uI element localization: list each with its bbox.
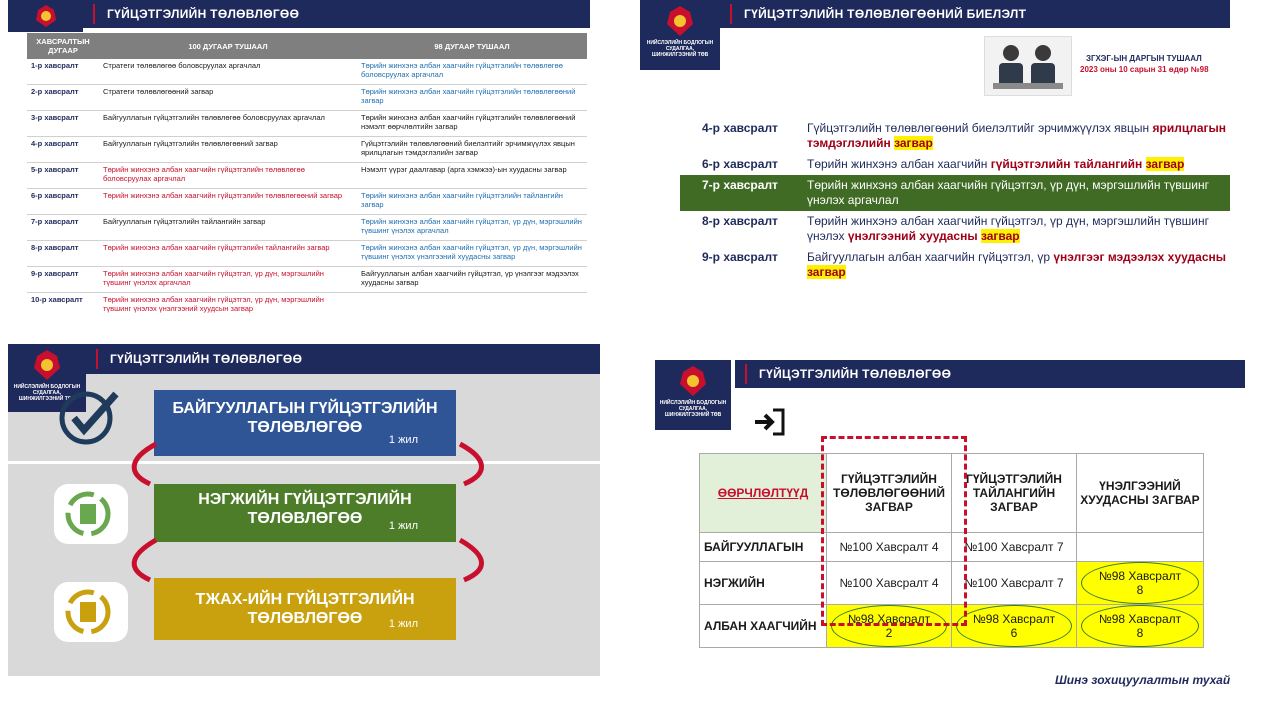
order98-cell: Төрийн жинхэнэ албан хаагчийн гүйцэтгэл, үр дүн, мэргэшлийн түвшинг үнэлэх аргачлал [357, 215, 587, 241]
slide1-title: ГҮЙЦЭТГЭЛИЙН ТӨЛӨВЛӨГӨӨ [107, 7, 300, 21]
slide4-title: ГҮЙЦЭТГЭЛИЙН ТӨЛӨВЛӨГӨӨ [759, 367, 952, 381]
description-text: Төрийн жинхэнэ албан хаагчийн гүйцэтгэл, үр дүн, мэргэшлийн түвшинг үнэлэх [807, 214, 1209, 243]
band-duration: 1 жил [388, 618, 418, 630]
annex-description [807, 178, 1230, 208]
row-label: АЛБАН ХААГЧИЙН [700, 605, 827, 648]
list-item [680, 247, 1230, 283]
col-header-order100: 100 ДУГААР ТУШААЛ [99, 33, 357, 59]
col-header-report: ГҮЙЦЭТГЭЛИЙН ТАЙЛАНГИЙН ЗАГВАР [952, 454, 1077, 533]
band-duration: 1 жил [388, 520, 418, 532]
annex-number: 8-р хавсралт [27, 241, 99, 267]
band-duration: 1 жил [388, 434, 418, 446]
order-title: ЗГХЭГ-ЫН ДАРГЫН ТУШААЛ [1086, 54, 1202, 63]
order98-cell: Төрийн жинхэнэ албан хаагчийн гүйцэтгэл, үр дүн, мэргэшлийн түвшинг үнэлэх үнэлгээний хуудасны загвар [357, 241, 587, 267]
description-text: Төрийн жинхэнэ албан хаагчийн [807, 157, 991, 171]
annex-number: 6-р хавсралт [702, 157, 778, 171]
order100-cell: Стратеги төлөвлөгөө боловсруулах аргачлал [99, 59, 357, 85]
changed-value: №98 Хавсралт 6 [956, 605, 1072, 647]
template-highlight: загвар [980, 229, 1020, 243]
plan-cell: №100 Хавсралт 4 [827, 562, 952, 605]
table-row [27, 163, 587, 189]
annex-description [807, 157, 1230, 172]
order100-cell: Байгууллагын гүйцэтгэлийн тайлангийн загвар [99, 215, 357, 241]
assessment-cell [1077, 562, 1204, 605]
order98-cell: Байгууллагын албан хаагчийн гүйцэтгэл, үр үнэлгээг мэдээлэх хуудасны загвар [357, 267, 587, 293]
table-row [27, 85, 587, 111]
description-emphasis: үнэлгээний хуудасны [847, 229, 981, 243]
description-text: Гүйцэтгэлийн төлөвлөгөөний биелэлтийг эрчимжүүлэх явцын [807, 121, 1153, 135]
report-cell [952, 605, 1077, 648]
table-row [27, 59, 587, 85]
arrow-left-2 [134, 540, 156, 580]
people-icon [985, 37, 1071, 95]
sign-in-icon [753, 408, 787, 436]
order98-cell [357, 293, 587, 319]
plan-cell: №100 Хавсралт 4 [827, 533, 952, 562]
annex-description [807, 214, 1230, 244]
template-highlight: загвар [1145, 157, 1185, 171]
table-row [27, 189, 587, 215]
curved-arrows [8, 344, 600, 676]
slide4-header [735, 360, 1245, 388]
table-row [27, 111, 587, 137]
arrow-right-2 [460, 540, 482, 580]
band-title-line: ТЖАХ-ИЙН ГҮЙЦЭТГЭЛИЙН [195, 591, 415, 608]
annex-number: 1-р хавсралт [27, 59, 99, 85]
description-emphasis: үнэлгээг мэдээлэх хуудасны [1053, 250, 1227, 264]
annex-description [807, 250, 1230, 280]
template-highlight: загвар [807, 265, 846, 279]
logo-text: НИЙСЛЭЛИЙН БОДЛОГЫН СУДАЛГАА, ШИНЖИЛГЭЭНИЙ ТӨВ [646, 40, 714, 58]
logo [8, 0, 83, 32]
footer-caption: Шинэ зохицуулалтын тухай [1055, 673, 1231, 687]
slide2-header [720, 0, 1230, 28]
band-title-line: БАЙГУУЛЛАГЫН ГҮЙЦЭТГЭЛИЙН [172, 400, 438, 417]
annex-number: 2-р хавсралт [27, 85, 99, 111]
row-label: НЭГЖИЙН [700, 562, 827, 605]
annex-number: 6-р хавсралт [27, 189, 99, 215]
changes-label: ӨӨРЧЛӨЛТҮҮД [717, 486, 809, 500]
annex-number: 3-р хавсралт [27, 111, 99, 137]
arrow-right-1 [460, 444, 482, 484]
list-item [680, 118, 1230, 154]
order100-cell: Төрийн жинхэнэ албан хаагчийн гүйцэтгэлийн төлөвлөгөө боловсруулах аргачлал [99, 163, 357, 189]
description-emphasis: гүйцэтгэлийн тайлангийн [990, 157, 1146, 171]
list-item [680, 154, 1230, 175]
order100-cell: Төрийн жинхэнэ албан хаагчийн гүйцэтгэлийн төлөвлөгөөний загвар [99, 189, 357, 215]
emblem-icon [663, 4, 697, 38]
band-title-line: НЭГЖИЙН ГҮЙЦЭТГЭЛИЙН [198, 491, 412, 508]
emblem-icon [32, 4, 60, 28]
logo [640, 0, 720, 70]
changed-value: №98 Хавсралт 2 [831, 605, 947, 647]
report-cell: №100 Хавсралт 7 [952, 533, 1077, 562]
annex-description [807, 121, 1230, 151]
template-highlight: загвар [894, 136, 933, 150]
logo-text: НИЙСЛЭЛИЙН БОДЛОГЫН СУДАЛГАА, ШИНЖИЛГЭЭНИЙ ТӨВ [13, 384, 81, 402]
band-title-line: ТӨЛӨВЛӨГӨӨ [247, 510, 363, 527]
annex-number: 5-р хавсралт [27, 163, 99, 189]
col-header-number: ХАВСРАЛТЫН ДУГААР [27, 33, 99, 59]
order98-cell: Төрийн жинхэнэ албан хаагчийн гүйцэтгэлийн төлөвлөгөө боловсруулах аргачлал [357, 59, 587, 85]
band-title-line: ТӨЛӨВЛӨГӨӨ [247, 419, 363, 436]
table-header-row [27, 33, 587, 59]
annex-number: 9-р хавсралт [27, 267, 99, 293]
logo [655, 360, 731, 430]
row-label: БАЙГУУЛЛАГЫН [700, 533, 827, 562]
slide-plan-levels [8, 344, 600, 676]
slide-annex-comparison [8, 0, 590, 318]
table-row [27, 241, 587, 267]
col-header-plan: ГҮЙЦЭТГЭЛИЙН ТӨЛӨВЛӨГӨӨНИЙ ЗАГВАР [827, 454, 952, 533]
order100-cell: Стратеги төлөвлөгөөний загвар [99, 85, 357, 111]
changed-value: №98 Хавсралт 8 [1081, 562, 1199, 604]
list-item-highlighted [680, 175, 1230, 211]
emblem-icon [676, 364, 710, 398]
officials-illustration [984, 36, 1072, 96]
dashed-highlight-box [821, 436, 967, 626]
report-cell: №100 Хавсралт 7 [952, 562, 1077, 605]
annex-number: 10-р хавсралт [27, 293, 99, 319]
slide2-title: ГҮЙЦЭТГЭЛИЙН ТӨЛӨВЛӨГӨӨНИЙ БИЕЛЭЛТ [744, 7, 1027, 21]
list-item [680, 211, 1230, 247]
slide3-title: ГҮЙЦЭТГЭЛИЙН ТӨЛӨВЛӨГӨӨ [110, 352, 303, 366]
slide1-header [83, 0, 590, 28]
table-row [27, 293, 587, 319]
order100-cell: Байгууллагын гүйцэтгэлийн төлөвлөгөө боловсруулах аргачлал [99, 111, 357, 137]
corner-cell [700, 454, 827, 533]
slide-plan-execution [640, 0, 1230, 318]
order100-cell: Төрийн жинхэнэ албан хаагчийн гүйцэтгэл, үр дүн, мэргэшлийн түвшинг үнэлэх аргачлал [99, 267, 357, 293]
arrow-left-1 [134, 444, 156, 484]
table-row [27, 267, 587, 293]
table-row [27, 215, 587, 241]
order98-cell: Нэмэлт үүрэг даалгавар (арга хэмжээ)-ын хуудасны загвар [357, 163, 587, 189]
order100-cell: Байгууллагын гүйцэтгэлийн төлөвлөгөөний загвар [99, 137, 357, 163]
description-emphasis: ярилцлагын тэмдэглэлийн [807, 121, 1226, 150]
order98-cell: Төрийн жинхэнэ албан хаагчийн гүйцэтгэлийн төлөвлөгөөний загвар [357, 85, 587, 111]
band-title-line: ТӨЛӨВЛӨГӨӨ [247, 610, 363, 627]
annex-table [27, 33, 587, 318]
assessment-cell [1077, 533, 1204, 562]
order98-cell: Төрийн жинхэнэ албан хаагчийн гүйцэтгэлийн төлөвлөгөөний нэмэлт өөрчлөлтийн загвар [357, 111, 587, 137]
table-row [27, 137, 587, 163]
description-text: Байгууллагын албан хаагчийн гүйцэтгэл, үр [807, 250, 1054, 264]
col-header-order98: 98 ДУГААР ТУШААЛ [357, 33, 587, 59]
slide-template-matrix [655, 360, 1245, 660]
annex-number: 7-р хавсралт [27, 215, 99, 241]
order98-cell: Төрийн жинхэнэ албан хаагчийн гүйцэтгэлийн тайлангийн загвар [357, 189, 587, 215]
annex-number: 4-р хавсралт [702, 121, 778, 135]
annex-number: 7-р хавсралт [702, 178, 778, 192]
annex-list [680, 118, 1230, 283]
annex-number: 9-р хавсралт [702, 250, 778, 264]
description-text: Төрийн жинхэнэ албан хаагчийн гүйцэтгэл, үр дүн, мэргэшлийн түвшинг үнэлэх аргачлал [807, 178, 1209, 207]
annex-number: 4-р хавсралт [27, 137, 99, 163]
order100-cell: Төрийн жинхэнэ албан хаагчийн гүйцэтгэлийн тайлангийн загвар [99, 241, 357, 267]
col-header-assessment: ҮНЭЛГЭЭНИЙ ХУУДАСНЫ ЗАГВАР [1077, 454, 1204, 533]
assessment-cell [1077, 605, 1204, 648]
changed-value: №98 Хавсралт 8 [1081, 605, 1199, 647]
order98-cell: Гүйцэтгэлийн төлөвлөгөөний биелэлтийг эрчимжүүлэх явцын ярилцлагын тэмдэглэлийн загвар [357, 137, 587, 163]
annex-number: 8-р хавсралт [702, 214, 778, 228]
logo-text: НИЙСЛЭЛИЙН БОДЛОГЫН СУДАЛГАА, ШИНЖИЛГЭЭНИЙ ТӨВ [659, 400, 727, 418]
order-date: 2023 оны 10 сарын 31 өдөр №98 [1080, 65, 1209, 74]
order100-cell: Төрийн жинхэнэ албан хаагчийн гүйцэтгэл, үр дүн, мэргэшлийн түвшинг үнэлэх үнэлгээний хуудсын загвар [99, 293, 357, 319]
